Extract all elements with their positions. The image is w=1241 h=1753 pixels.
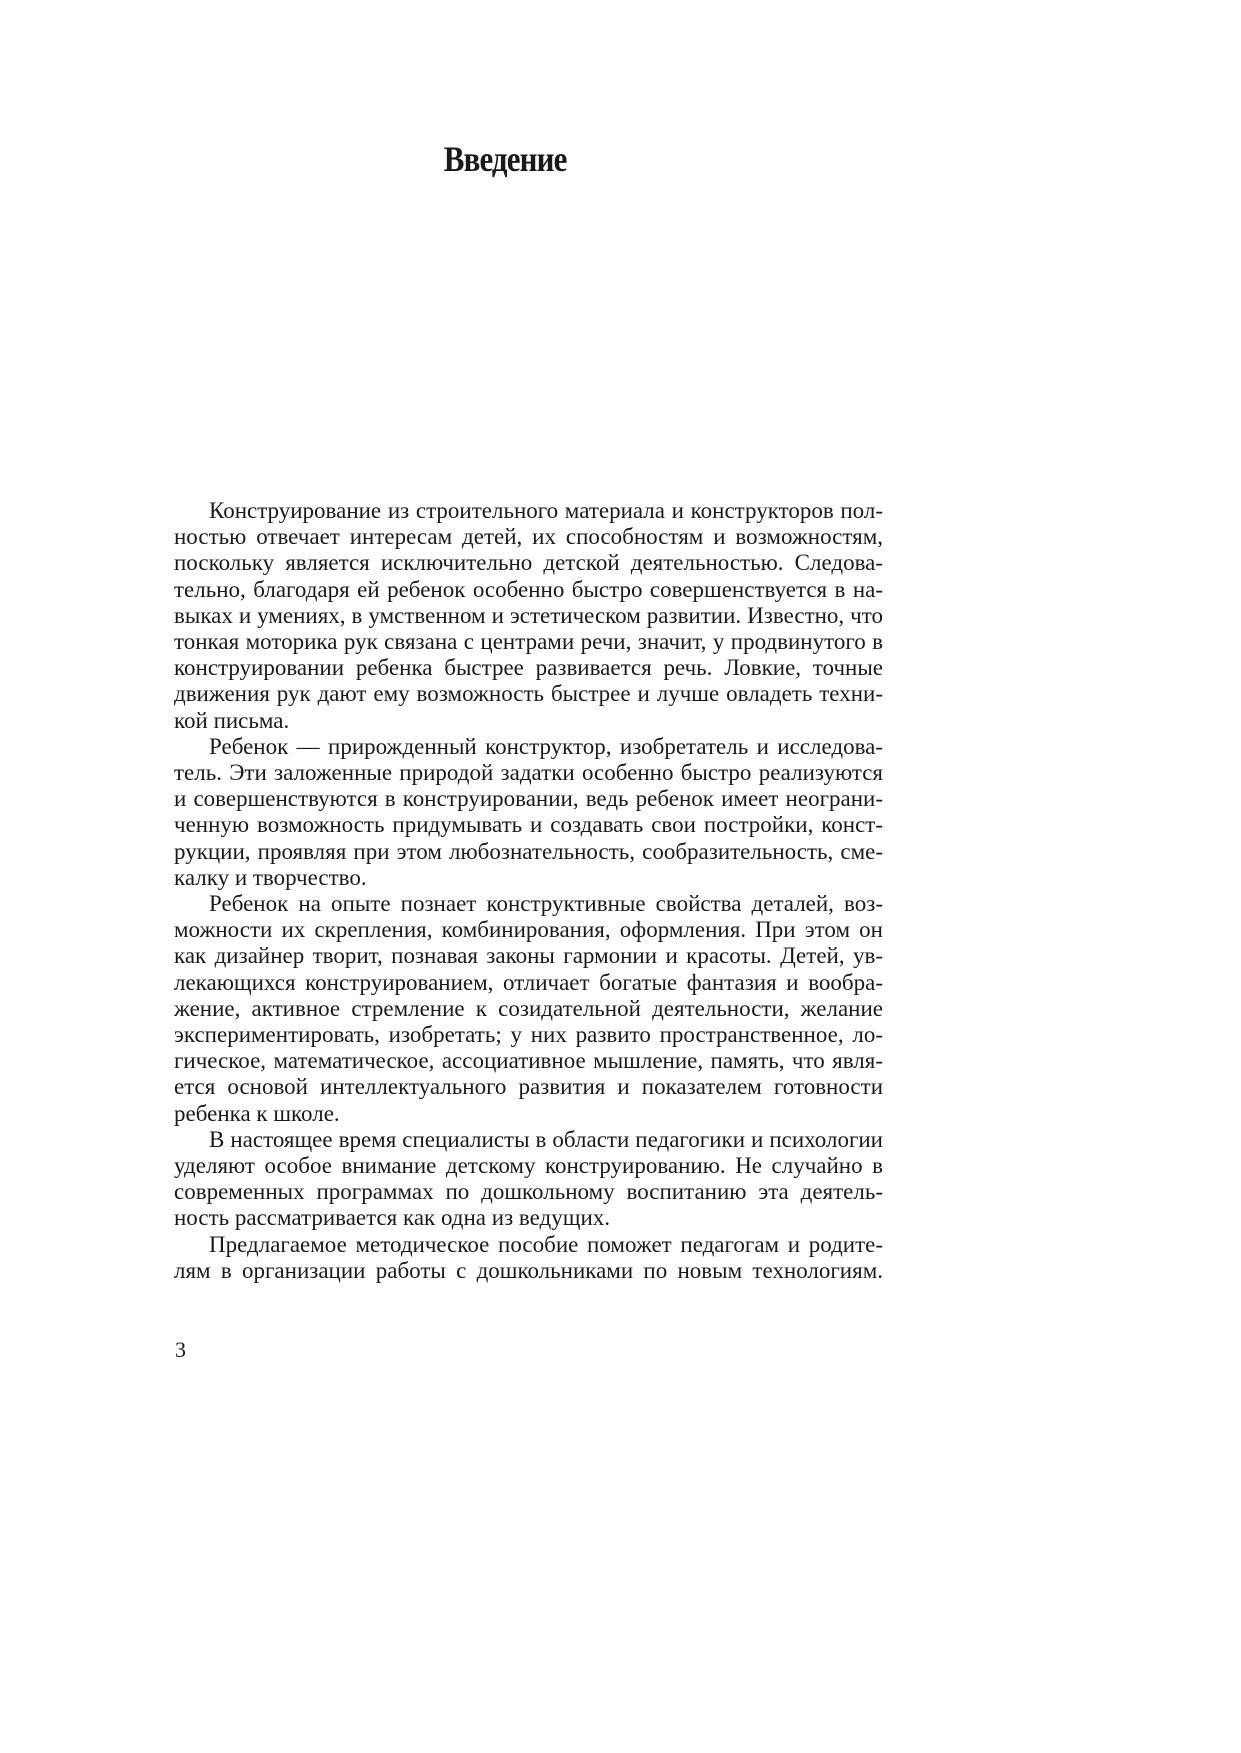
text-line: лям в организации работы с дошкольниками по новым технологиям. [174, 1257, 883, 1283]
text-line: экспериментировать, изобретать; у них развито пространственное, ло- [174, 1022, 883, 1048]
text-line: и совершенствуются в конструировании, ведь ребенок имеет неограни- [174, 786, 883, 812]
text-line: гическое, математическое, ассоциативное мышление, память, что явля- [174, 1048, 883, 1074]
text-line: Предлагаемое методическое пособие поможет педагогам и родите- [209, 1231, 883, 1257]
text-line: кой письма. [174, 707, 290, 733]
text-line: ребенка к школе. [174, 1100, 340, 1126]
text-line: В настоящее время специалисты в области педагогики и психологии [209, 1126, 883, 1152]
text-line: рукции, проявляя при этом любознательность, сообразительность, сме- [174, 838, 883, 864]
text-line: тельно, благодаря ей ребенок особенно быстро совершенствуется в на- [174, 576, 883, 602]
text-line: Конструирование из строительного материала и конструкторов пол- [209, 498, 883, 523]
paragraph [139, 1127, 883, 1232]
text-line: жение, активное стремление к созидательной деятельности, желание [174, 995, 883, 1021]
paragraph [139, 1232, 883, 1284]
text-line: современных программах по дошкольному воспитанию эта деятель- [174, 1179, 883, 1205]
text-line: калку и творчество. [174, 864, 367, 890]
paragraph [139, 891, 883, 1127]
page-title: Введение [443, 139, 567, 179]
text-line: Ребенок на опыте познает конструктивные свойства деталей, воз- [209, 891, 883, 917]
page-number: 3 [175, 1337, 186, 1362]
text-line: как дизайнер творит, познавая законы гармонии и красоты. Детей, ув- [174, 943, 883, 969]
text-line: можности их скрепления, комбинирования, оформления. При этом он [174, 917, 883, 943]
body-text [139, 498, 883, 1284]
text-line: Ребенок — прирожденный конструктор, изобретатель и исследова- [209, 733, 883, 759]
text-line: ность рассматривается как одна из ведущих. [174, 1205, 611, 1231]
text-line: конструировании ребенка быстрее развивается речь. Ловкие, точные [174, 655, 883, 681]
text-line: ется основой интеллектуального развития и показателем готовности [174, 1074, 883, 1100]
text-line: ностью отвечает интересам детей, их способностям и возможностям, [174, 524, 883, 550]
text-line: лекающихся конструированием, отличает богатые фантазия и вообра- [174, 969, 883, 995]
text-line: тель. Эти заложенные природой задатки особенно быстро реализуются [174, 760, 883, 786]
text-line: движения рук дают ему возможность быстрее и лучше овладеть техни- [174, 681, 883, 707]
paragraph [139, 498, 883, 734]
paragraph [139, 734, 883, 891]
text-line: ченную возможность придумывать и создавать свои постройки, конст- [174, 812, 883, 838]
text-line: тонкая моторика рук связана с центрами речи, значит, у продвинутого в [174, 629, 883, 655]
text-line: уделяют особое внимание детскому конструированию. Не случайно в [174, 1153, 883, 1179]
text-line: поскольку является исключительно детской деятельностью. Следова- [174, 550, 883, 576]
text-line: выках и умениях, в умственном и эстетическом развитии. Известно, что [174, 602, 883, 628]
